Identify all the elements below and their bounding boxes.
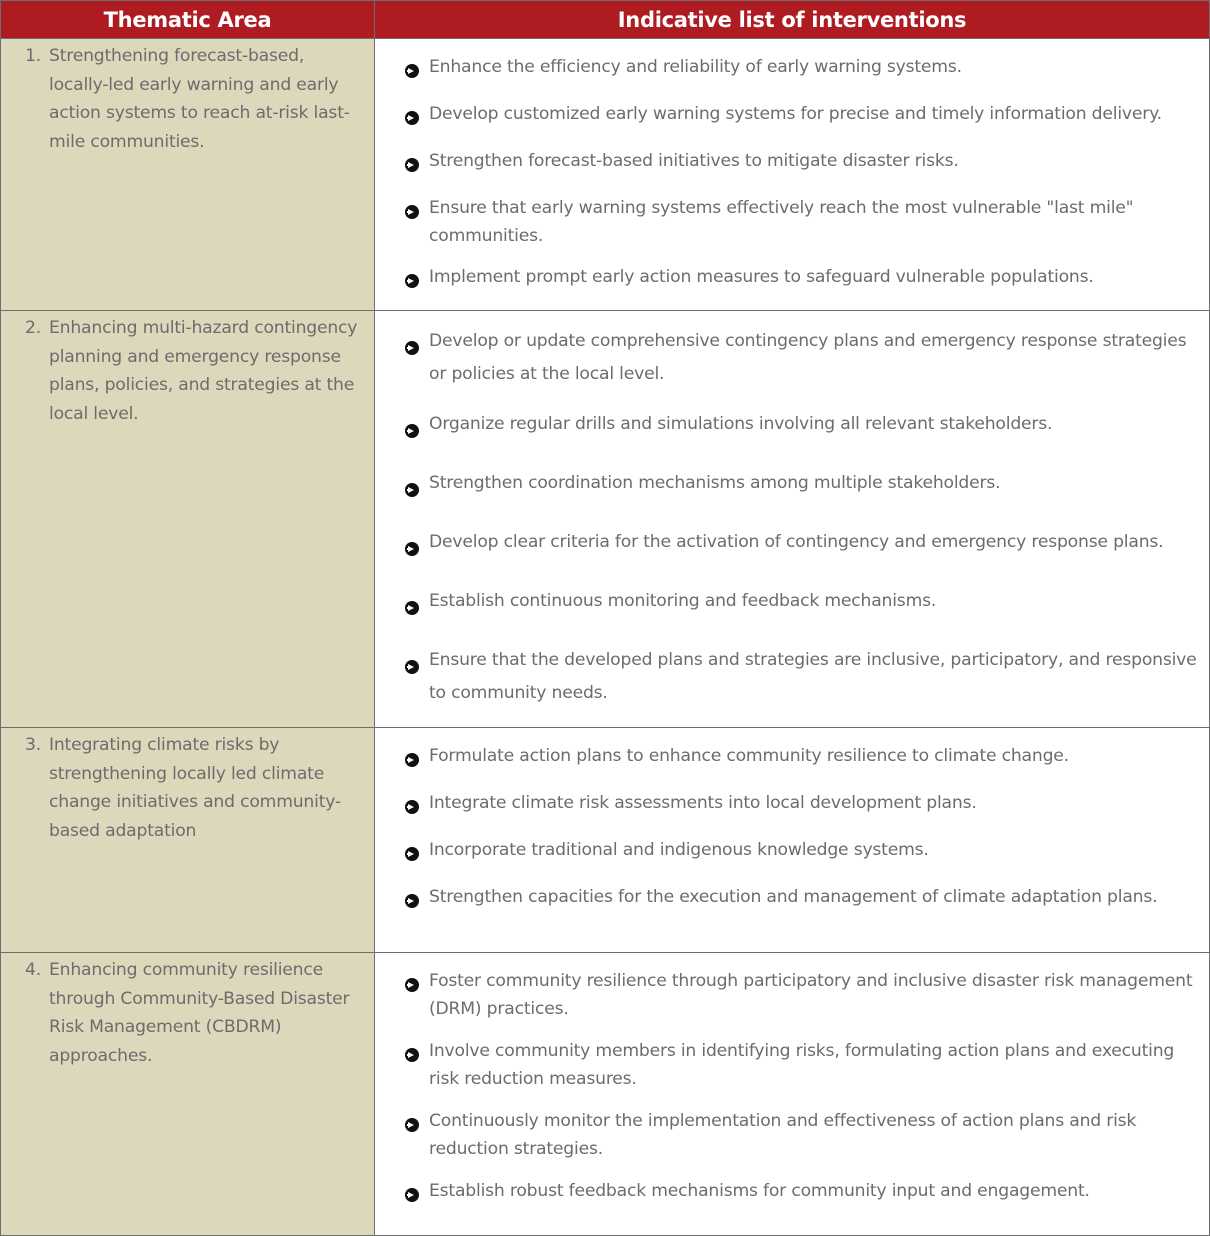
theme-number: 3.	[25, 735, 41, 755]
theme-number: 2.	[25, 318, 41, 338]
interventions-cell	[375, 953, 1210, 1236]
list-item: Implement prompt early action measures to safeguard vulnerable populations.	[405, 263, 1197, 297]
list-item: Enhance the efficiency and reliability of early warning systems.	[405, 53, 1197, 87]
header-row	[1, 1, 1210, 39]
list-item: Incorporate traditional and indigenous knowledge systems.	[405, 836, 1197, 870]
header-thematic-area: Thematic Area	[1, 1, 375, 39]
list-item: Strengthen forecast-based initiatives to mitigate disaster risks.	[405, 147, 1197, 181]
list-item: Develop customized early warning systems for precise and timely information delivery.	[405, 100, 1197, 134]
list-item: Organize regular drills and simulations involving all relevant stakeholders.	[405, 408, 1197, 450]
arrow-circle-right-icon	[405, 417, 429, 450]
arrow-circle-right-icon	[405, 334, 429, 391]
theme-text: Integrating climate risks by strengthening locally led climate change initiatives and community-based adaptation	[49, 735, 341, 842]
header-interventions: Indicative list of interventions	[375, 1, 1210, 39]
arrow-circle-right-icon	[405, 973, 429, 1023]
arrow-circle-right-icon	[405, 106, 429, 134]
list-item: Establish robust feedback mechanisms for community input and engagement.	[405, 1177, 1197, 1211]
theme-number: 1.	[25, 46, 41, 66]
arrow-circle-right-icon	[405, 653, 429, 710]
arrow-circle-right-icon	[405, 594, 429, 627]
arrow-circle-right-icon	[405, 795, 429, 823]
list-item: Establish continuous monitoring and feedback mechanisms.	[405, 585, 1197, 627]
arrow-circle-right-icon	[405, 535, 429, 568]
interventions-list	[375, 728, 1209, 917]
interventions-cell	[375, 311, 1210, 728]
arrow-circle-right-icon	[405, 476, 429, 509]
arrow-circle-right-icon	[405, 269, 429, 297]
table-row	[1, 728, 1210, 953]
list-item: Ensure that early warning systems effectively reach the most vulnerable "last mile" communities.	[405, 194, 1197, 250]
arrow-circle-right-icon	[405, 1113, 429, 1163]
thematic-area-cell	[1, 39, 375, 311]
list-item: Strengthen capacities for the execution and management of climate adaptation plans.	[405, 883, 1197, 917]
list-item: Ensure that the developed plans and strategies are inclusive, participatory, and responsive to community needs.	[405, 644, 1197, 710]
list-item: Strengthen coordination mechanisms among multiple stakeholders.	[405, 467, 1197, 509]
thematic-area-cell	[1, 311, 375, 728]
arrow-circle-right-icon	[405, 889, 429, 917]
list-item: Foster community resilience through participatory and inclusive disaster risk management (DRM) practices.	[405, 967, 1197, 1023]
table-row	[1, 953, 1210, 1236]
interventions-list	[375, 953, 1209, 1211]
list-item: Involve community members in identifying risks, formulating action plans and executing risk reduction measures.	[405, 1037, 1197, 1093]
thematic-area-cell	[1, 953, 375, 1236]
list-item: Integrate climate risk assessments into local development plans.	[405, 789, 1197, 823]
arrow-circle-right-icon	[405, 842, 429, 870]
arrow-circle-right-icon	[405, 200, 429, 250]
thematic-area-cell	[1, 728, 375, 953]
arrow-circle-right-icon	[405, 1183, 429, 1211]
list-item: Continuously monitor the implementation and effectiveness of action plans and risk reduction strategies.	[405, 1107, 1197, 1163]
arrow-circle-right-icon	[405, 748, 429, 776]
theme-text: Strengthening forecast-based, locally-led early warning and early action systems to reach at-risk last-mile communities.	[49, 46, 350, 153]
arrow-circle-right-icon	[405, 153, 429, 181]
table-row	[1, 39, 1210, 311]
list-item: Develop or update comprehensive contingency plans and emergency response strategies or policies at the local level.	[405, 325, 1197, 391]
table-row	[1, 311, 1210, 728]
arrow-circle-right-icon	[405, 59, 429, 87]
interventions-cell	[375, 39, 1210, 311]
theme-text: Enhancing multi-hazard contingency planning and emergency response plans, policies, and strategies at the local level.	[49, 318, 358, 425]
list-item: Formulate action plans to enhance community resilience to climate change.	[405, 742, 1197, 776]
list-item: Develop clear criteria for the activation of contingency and emergency response plans.	[405, 526, 1197, 568]
interventions-list	[375, 311, 1209, 710]
theme-text: Enhancing community resilience through Community-Based Disaster Risk Management (CBDRM) approaches.	[49, 960, 350, 1067]
interventions-cell	[375, 728, 1210, 953]
interventions-list	[375, 39, 1209, 297]
arrow-circle-right-icon	[405, 1043, 429, 1093]
theme-number: 4.	[25, 960, 41, 980]
